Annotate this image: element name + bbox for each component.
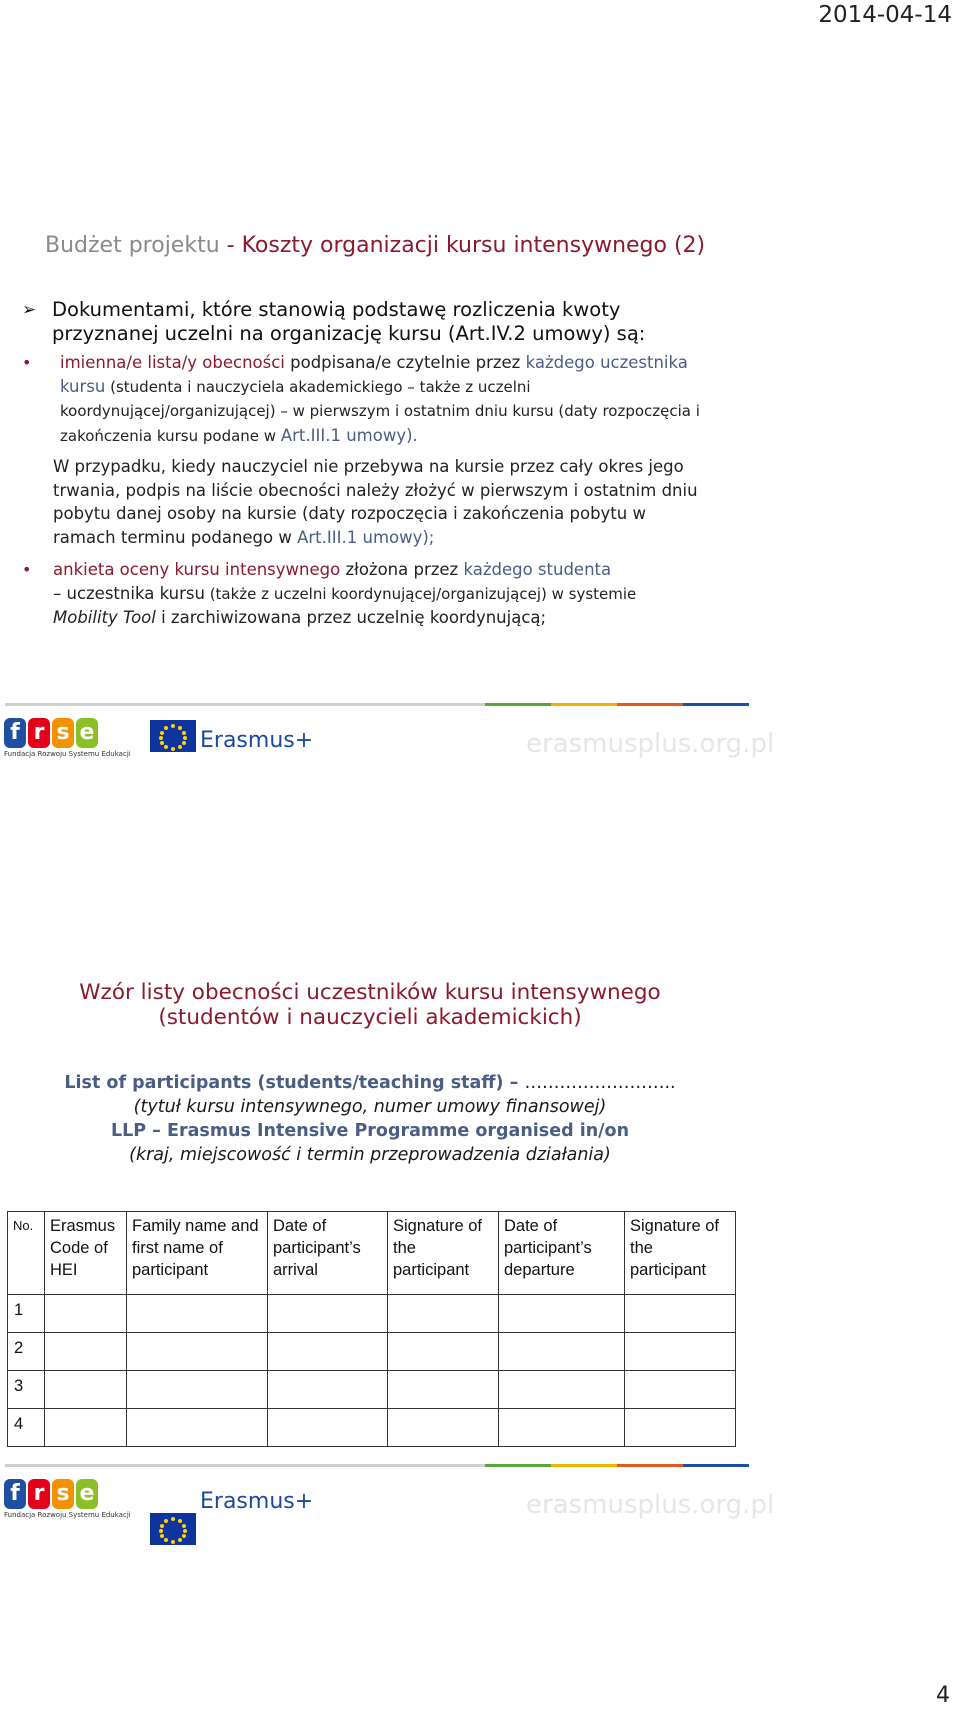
cell-departure-date[interactable] (499, 1371, 625, 1409)
cell-signature-2[interactable] (625, 1333, 736, 1371)
document-date: 2014-04-14 (818, 2, 952, 28)
table-row (8, 1333, 736, 1371)
table-header-row (8, 1212, 736, 1295)
title-separator: - (219, 233, 242, 258)
partial-stay-text: W przypadku, kiedy nauczyciel nie przebywa na kursie przez cały okres jego trwania, podpis na liście obecności należy złożyć w pierwszym i ostatnim dniu pobytu danej osoby na kursie (daty rozpoczęcia i zakończenia pobytu w ramach terminu podanego w (53, 457, 698, 547)
cell-signature-1[interactable] (388, 1295, 499, 1333)
each-student: każdego studenta (463, 560, 612, 579)
cell-erasmus-code[interactable] (45, 1371, 127, 1409)
website-url: erasmusplus.org.pl (526, 1490, 775, 1520)
cell-arrival-date[interactable] (268, 1409, 388, 1447)
slide2-title-line1: Wzór listy obecności uczestników kursu intensywnego (79, 980, 661, 1005)
cell-family-name[interactable] (127, 1333, 268, 1371)
row-number: 3 (8, 1371, 45, 1409)
attendance-article-ref: Art.III.1 umowy). (280, 425, 418, 445)
cell-erasmus-code[interactable] (45, 1295, 127, 1333)
title-costs: Koszty organizacji kursu intensywnego (2) (241, 233, 706, 258)
erasmus-plus-logo: Erasmus+ (200, 1489, 314, 1514)
header-arrival-date: Date of participant’s arrival (268, 1212, 388, 1295)
frse-subtitle: Fundacja Rozwoju Systemu Edukacji (4, 750, 131, 758)
cell-departure-date[interactable] (499, 1295, 625, 1333)
cell-family-name[interactable] (127, 1409, 268, 1447)
intro-line-2: przyznanej uczelni na organizację kursu (Art.IV.2 umowy) są: (52, 322, 646, 345)
header-no: No. (8, 1212, 45, 1295)
cell-signature-1[interactable] (388, 1333, 499, 1371)
cell-arrival-date[interactable] (268, 1333, 388, 1371)
cell-departure-date[interactable] (499, 1409, 625, 1447)
slide1-title (45, 233, 705, 258)
survey-archived: i zarchiwizowana przez uczelnię koordynującą; (155, 608, 547, 627)
survey-participant: – uczestnika kursu (53, 583, 205, 603)
attendance-details: (studenta i nauczyciela akademickiego – także z uczelni koordynującej/organizującej) – w pierwszym i ostatnim dniu kursu (daty rozpoczęcia i zakończenia kursu podane w (60, 377, 700, 445)
frse-letter-s: s (52, 718, 74, 748)
cell-erasmus-code[interactable] (45, 1409, 127, 1447)
intro-line-1: Dokumentami, które stanowią podstawę rozliczenia kwoty (52, 298, 621, 321)
cell-family-name[interactable] (127, 1295, 268, 1333)
bullet-attendance-list (22, 351, 712, 448)
course-title-hint (0, 1096, 740, 1119)
header-signature-1: Signature of the participant (388, 1212, 499, 1295)
row-number: 1 (8, 1295, 45, 1333)
frse-letter-r: r (28, 718, 50, 748)
frse-logo (4, 1479, 131, 1523)
header-family-name: Family name and first name of participant (127, 1212, 268, 1295)
frse-letter-e: e (76, 718, 98, 748)
location-hint-text: (kraj, miejscowość i termin przeprowadzenia działania) (129, 1145, 611, 1165)
programme-line (0, 1120, 740, 1143)
slide2-title-line2: (studentów i nauczycieli akademickich) (158, 1005, 582, 1030)
header-departure-date: Date of participant’s departure (499, 1212, 625, 1295)
cell-signature-2[interactable] (625, 1295, 736, 1333)
frse-letter-f: f (4, 1479, 26, 1509)
footer-divider (5, 1464, 485, 1467)
survey-label: ankieta oceny kursu intensywnego (53, 560, 341, 579)
cell-signature-1[interactable] (388, 1409, 499, 1447)
cell-signature-2[interactable] (625, 1371, 736, 1409)
teacher-partial-stay-note (53, 455, 713, 549)
title-budget: Budżet projektu (45, 233, 220, 258)
attendance-signed: podpisana/e czytelnie przez (284, 353, 526, 372)
footer-color-bar (485, 703, 749, 706)
participants-list-line (0, 1072, 740, 1095)
cell-signature-2[interactable] (625, 1409, 736, 1447)
mobility-tool: Mobility Tool (53, 608, 156, 627)
attendance-list-label: imienna/e lista/y obecności (60, 353, 285, 372)
bullet-survey (22, 558, 712, 630)
survey-submitted: złożona przez (340, 560, 464, 579)
footer-color-bar (485, 1464, 749, 1467)
cell-arrival-date[interactable] (268, 1295, 388, 1333)
frse-letter-f: f (4, 718, 26, 748)
participants-list-label: List of participants (students/teaching staff) – (64, 1073, 525, 1093)
arrow-bullet-icon: ➢ (22, 300, 37, 320)
footer-divider (5, 703, 485, 706)
programme-line-text: LLP – Erasmus Intensive Programme organised in/on (110, 1121, 630, 1141)
cell-family-name[interactable] (127, 1371, 268, 1409)
header-signature-2: Signature of the participant (625, 1212, 736, 1295)
cell-erasmus-code[interactable] (45, 1333, 127, 1371)
header-erasmus-code: Erasmus Code of HEI (45, 1212, 127, 1295)
cell-arrival-date[interactable] (268, 1371, 388, 1409)
erasmus-plus-logo: Erasmus+ (200, 728, 314, 753)
frse-subtitle: Fundacja Rozwoju Systemu Edukacji (4, 1511, 131, 1519)
frse-letter-e: e (76, 1479, 98, 1509)
row-number: 2 (8, 1333, 45, 1371)
bullet-dot-icon: • (22, 560, 32, 579)
cell-signature-1[interactable] (388, 1371, 499, 1409)
eu-flag-icon (150, 720, 196, 752)
table-row (8, 1295, 736, 1333)
frse-logo (4, 718, 131, 762)
intro-statement (22, 298, 672, 346)
website-url: erasmusplus.org.pl (526, 729, 775, 759)
table-row (8, 1371, 736, 1409)
row-number: 4 (8, 1409, 45, 1447)
participants-list-dots: …………………….. (524, 1073, 676, 1093)
bullet-dot-icon: • (22, 353, 32, 372)
cell-departure-date[interactable] (499, 1333, 625, 1371)
survey-coordinating: (także z uczelni koordynującej/organizującej) w systemie (204, 584, 637, 603)
frse-letter-r: r (28, 1479, 50, 1509)
frse-letter-s: s (52, 1479, 74, 1509)
location-hint (0, 1144, 740, 1167)
table-row (8, 1409, 736, 1447)
page-number: 4 (936, 1683, 950, 1708)
attendance-table (7, 1211, 736, 1447)
eu-flag-icon (150, 1513, 196, 1545)
partial-stay-article-ref: Art.III.1 umowy); (297, 527, 435, 547)
each-participant: każdego uczestnika kursu (60, 353, 688, 396)
course-title-hint-text: (tytuł kursu intensywnego, numer umowy finansowej) (133, 1097, 607, 1117)
